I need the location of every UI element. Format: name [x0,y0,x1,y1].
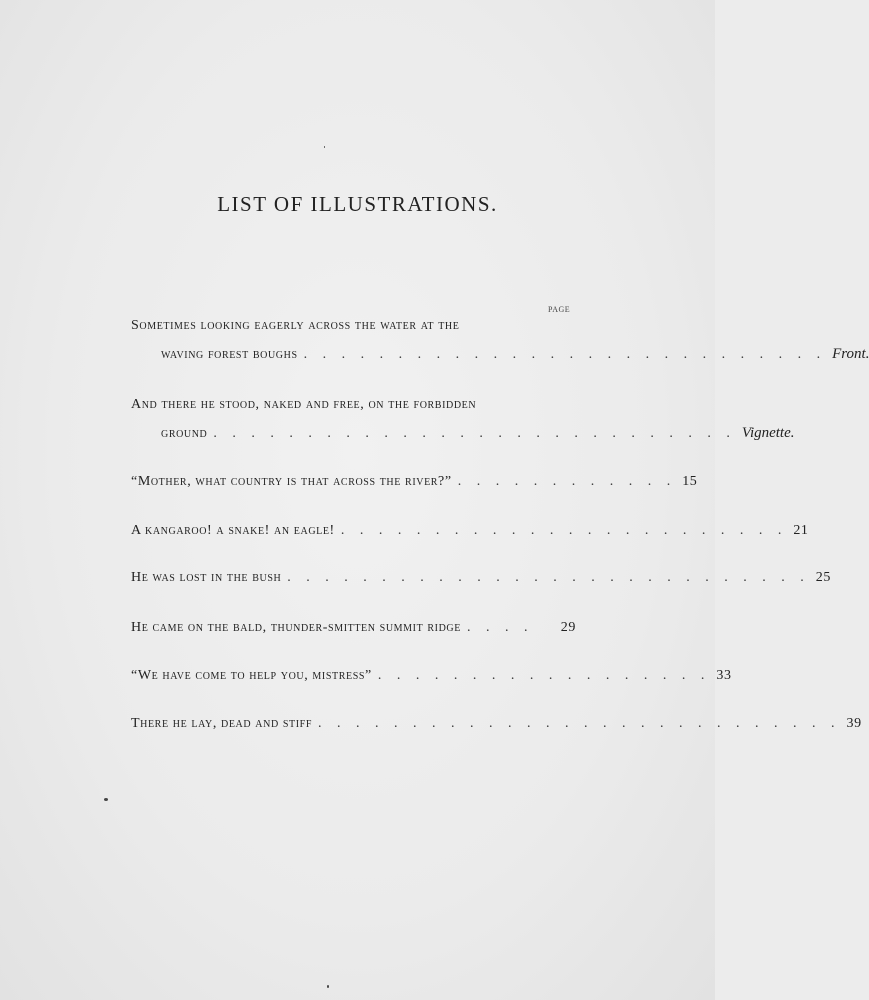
page-title: LIST OF ILLUSTRATIONS. [217,192,498,216]
print-speck [327,985,329,988]
leader-dots: . . . . . . . . . . . . . . . . . . . . . . . . . . . . [318,716,841,731]
illustration-entry [131,716,862,732]
illustration-entry [131,620,576,636]
leader-dots: . . . . [466,620,534,635]
entry-text: He came on the bald, thunder-smitten summit ridge [131,620,461,635]
entry-page: 39 [846,716,862,731]
illustration-entry [131,397,795,442]
entry-page: Front. [832,346,869,362]
leader-dots: . . . . . . . . . . . . . . . . . . . . . . . . [340,523,788,538]
illustration-entry [131,523,809,539]
print-speck [104,798,108,801]
illustration-entry [131,570,831,586]
entry-text: “Mother, what country is that across the river?” [131,474,452,489]
leader-dots: . . . . . . . . . . . . . . . . . . . . . . . . . . . . [213,426,736,441]
page-column-label: PAGE [548,305,571,314]
illustration-entry [131,668,732,684]
entry-page: Vignette. [741,425,795,441]
entry-text: He was lost in the bush [131,570,282,585]
entry-text: “We have come to help you, mistress” [131,668,372,683]
entry-page: 21 [793,523,809,538]
entry-text: And there he stood, naked and free, on the forbidden [131,397,477,412]
illustration-entry [131,318,869,363]
leader-dots: . . . . . . . . . . . . . . . . . . [377,668,711,683]
entry-page: 29 [560,620,576,635]
entry-page: 33 [716,668,732,683]
print-speck [324,146,325,148]
entry-text: Sometimes looking eagerly across the water at the [131,318,460,333]
illustration-entry [131,474,698,490]
entry-text-continued: ground [161,426,208,441]
leader-dots: . . . . . . . . . . . . . . . . . . . . . . . . . . . . [287,570,810,585]
entry-page: 25 [815,570,831,585]
entry-text: A kangaroo! a snake! an eagle! [131,523,335,538]
leader-dots: . . . . . . . . . . . . [457,474,677,489]
entry-text-continued: waving forest boughs [161,347,298,362]
leader-dots: . . . . . . . . . . . . . . . . . . . . . . . . . . . . [303,347,827,362]
entry-page: 15 [682,474,698,489]
entry-text: There he lay, dead and stiff [131,716,312,731]
